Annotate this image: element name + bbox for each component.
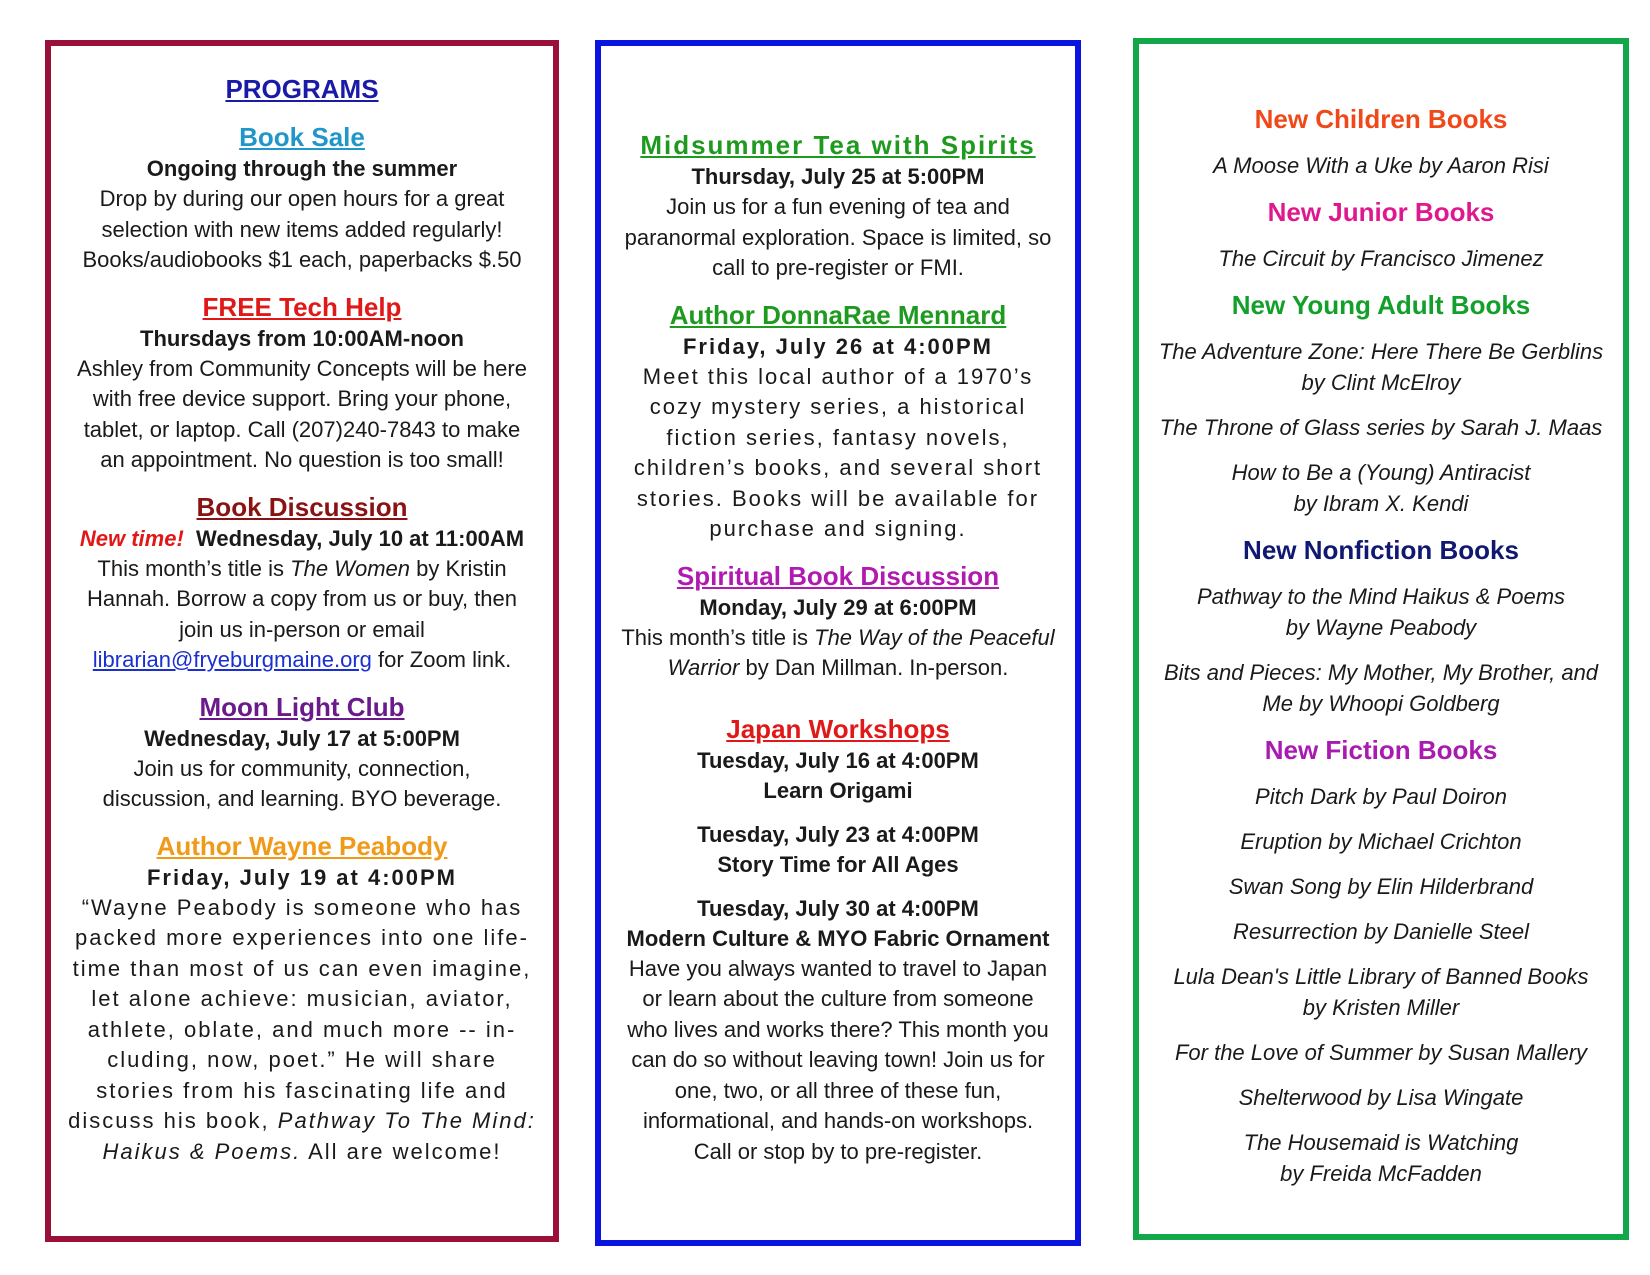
tech-help-text-1: Ashley from Community Concepts will be here	[77, 355, 527, 381]
japan-text-3: who lives and works there? This month you	[627, 1016, 1049, 1042]
wayne-text-6: cluding, now, poet.” He will share	[107, 1047, 497, 1072]
wayne-text-2: packed more experiences into one life-	[75, 925, 529, 950]
donnarae-text-2: cozy mystery series, a historical	[649, 394, 1027, 419]
spiritual-text-2	[609, 653, 1067, 684]
moon-light-title: Moon Light Club	[199, 691, 405, 722]
ya-book-2: The Throne of Glass series by Sarah J. Maas	[1159, 415, 1603, 440]
book-title: Pathway To The Mind:	[277, 1108, 536, 1133]
book-sale-when: Ongoing through the summer	[146, 156, 458, 181]
new-time-label: New time!	[79, 525, 184, 551]
fiction-book-3: Swan Song by Elin Hilderbrand	[1228, 874, 1534, 899]
tech-help-title: FREE Tech Help	[202, 291, 402, 322]
new-nonfiction-title: New Nonfiction Books	[1243, 535, 1519, 565]
book-discussion-text-3: join us in-person or email	[179, 616, 425, 642]
japan-text-1: Have you always wanted to travel to Japan	[628, 955, 1048, 981]
book-title: The Way of the Peaceful	[814, 624, 1055, 650]
wayne-when: Friday, July 19 at 4:00PM	[146, 864, 458, 890]
book-discussion-when: Wednesday, July 10 at 11:00AM	[196, 525, 525, 551]
programs-heading: PROGRAMS	[225, 74, 379, 104]
wayne-text-1: “Wayne Peabody is someone who has	[81, 894, 523, 920]
book-discussion-title: Book Discussion	[196, 491, 408, 522]
japan-title: Japan Workshops	[726, 713, 950, 744]
japan-s3-when: Tuesday, July 30 at 4:00PM	[697, 895, 979, 921]
ya-book-3b: by Ibram X. Kendi	[1293, 491, 1469, 516]
events-panel	[595, 40, 1081, 1246]
japan-text-6: informational, and hands-on workshops.	[642, 1108, 1034, 1133]
wayne-text-5: athlete, oblate, and much more -- in-	[87, 1016, 517, 1042]
donnarae-text-5: stories. Books will be available for	[636, 485, 1040, 511]
midsummer-text-1: Join us for a fun evening of tea and	[666, 194, 1010, 219]
spiritual-title: Spiritual Book Discussion	[676, 560, 1000, 591]
wayne-text-8	[61, 1106, 543, 1137]
text-fragment: This month’s title is	[97, 555, 291, 581]
text-fragment: by Dan Millman. In-person.	[739, 655, 1009, 680]
donnarae-title: Author DonnaRae Mennard	[669, 299, 1007, 330]
japan-s1-name: Learn Origami	[763, 777, 913, 803]
wayne-text-9	[61, 1137, 543, 1168]
book-sale-title: Book Sale	[239, 122, 365, 152]
fiction-book-8a: The Housemaid is Watching	[1243, 1130, 1519, 1155]
wayne-text-7: stories from his fascinating life and	[96, 1077, 508, 1103]
wayne-text-4: let alone achieve: musician, aviator,	[91, 986, 513, 1011]
new-books-panel	[1133, 38, 1629, 1240]
book-discussion-text-1	[61, 554, 543, 585]
children-book-1: A Moose With a Uke by Aaron Risi	[1213, 153, 1549, 178]
japan-text-4: can do so without leaving town! Join us for	[631, 1047, 1045, 1072]
fiction-book-5a: Lula Dean's Little Library of Banned Books	[1173, 964, 1589, 989]
spiritual-when: Monday, July 29 at 6:00PM	[699, 594, 977, 620]
midsummer-text-2: paranormal exploration. Space is limited, so	[624, 224, 1052, 250]
fiction-book-2: Eruption by Michael Crichton	[1240, 829, 1522, 854]
fiction-book-4: Resurrection by Danielle Steel	[1233, 919, 1529, 944]
text-fragment: All are welcome!	[301, 1138, 502, 1164]
new-ya-title: New Young Adult Books	[1231, 290, 1531, 320]
midsummer-title: Midsummer Tea with Spirits	[640, 130, 1036, 160]
japan-text-5: one, two, or all three of these fun,	[674, 1077, 1002, 1103]
book-title: Haikus & Poems.	[102, 1138, 302, 1164]
book-discussion-text-2: Hannah. Borrow a copy from us or buy, then	[86, 586, 518, 611]
nonfiction-book-1a: Pathway to the Mind Haikus & Poems	[1196, 584, 1566, 609]
tech-help-text-4: an appointment. No question is too small!	[100, 447, 504, 472]
book-sale-text-3: Books/audiobooks $1 each, paperbacks $.50	[82, 247, 522, 272]
moon-light-text-1: Join us for community, connection,	[133, 755, 471, 781]
book-sale-text-2: selection with new items added regularly!	[101, 216, 503, 242]
ya-book-3a: How to Be a (Young) Antiracist	[1231, 460, 1531, 485]
donnarae-text-4: children’s books, and several short	[633, 455, 1043, 480]
donnarae-text-1: Meet this local author of a 1970’s	[642, 363, 1034, 389]
midsummer-text-3: call to pre-register or FMI.	[712, 255, 964, 280]
donnarae-when: Friday, July 26 at 4:00PM	[682, 333, 994, 359]
tech-help-text-3: tablet, or laptop. Call (207)240-7843 to make	[83, 416, 521, 442]
japan-s2-when: Tuesday, July 23 at 4:00PM	[697, 821, 979, 847]
donnarae-text-6: purchase and signing.	[709, 516, 967, 541]
fiction-book-5b: by Kristen Miller	[1302, 995, 1460, 1020]
donnarae-text-3: fiction series, fantasy novels,	[666, 424, 1010, 450]
japan-s1-when: Tuesday, July 16 at 4:00PM	[697, 747, 979, 773]
email-link[interactable]: librarian@fryeburgmaine.org	[92, 647, 372, 672]
tech-help-text-2: with free device support. Bring your phone,	[92, 386, 512, 411]
moon-light-when: Wednesday, July 17 at 5:00PM	[144, 725, 460, 751]
japan-text-2: or learn about the culture from someone	[642, 986, 1034, 1011]
japan-text-7: Call or stop by to pre-register.	[693, 1138, 983, 1164]
book-sale-text-1: Drop by during our open hours for a great	[99, 186, 505, 211]
book-discussion-when-line	[61, 524, 543, 554]
nonfiction-book-2b: Me by Whoopi Goldberg	[1262, 691, 1500, 716]
programs-panel	[45, 40, 559, 1242]
new-fiction-title: New Fiction Books	[1264, 735, 1498, 765]
book-discussion-text-4	[61, 645, 543, 676]
japan-s2-name: Story Time for All Ages	[717, 851, 959, 877]
wayne-text-3: time than most of us can even imagine,	[72, 955, 532, 981]
text-fragment: discuss his book,	[68, 1108, 278, 1133]
japan-s3-name: Modern Culture & MYO Fabric Ornament	[626, 925, 1050, 951]
book-title: The Women	[290, 555, 410, 581]
nonfiction-book-1b: by Wayne Peabody	[1285, 615, 1477, 640]
tech-help-when: Thursdays from 10:00AM-noon	[140, 325, 464, 351]
fiction-book-1: Pitch Dark by Paul Doiron	[1255, 784, 1507, 809]
text-fragment: This month’s title is	[621, 624, 815, 650]
midsummer-when: Thursday, July 25 at 5:00PM	[691, 164, 985, 189]
junior-book-1: The Circuit by Francisco Jimenez	[1218, 246, 1544, 271]
ya-book-1a: The Adventure Zone: Here There Be Gerblins	[1158, 339, 1604, 364]
new-children-title: New Children Books	[1254, 104, 1508, 134]
spiritual-text-1	[609, 623, 1067, 654]
new-junior-title: New Junior Books	[1267, 197, 1495, 227]
ya-book-1b: by Clint McElroy	[1301, 370, 1461, 395]
book-title: Warrior	[667, 655, 740, 680]
fiction-book-7: Shelterwood by Lisa Wingate	[1238, 1085, 1524, 1110]
text-fragment: for Zoom link.	[371, 647, 512, 672]
moon-light-text-2: discussion, and learning. BYO beverage.	[102, 786, 502, 811]
fiction-book-6: For the Love of Summer by Susan Mallery	[1174, 1040, 1588, 1065]
wayne-title: Author Wayne Peabody	[156, 830, 448, 861]
fiction-book-8b: by Freida McFadden	[1280, 1161, 1482, 1186]
text-fragment: by Kristin	[410, 555, 507, 581]
nonfiction-book-2a: Bits and Pieces: My Mother, My Brother, and	[1163, 660, 1599, 685]
